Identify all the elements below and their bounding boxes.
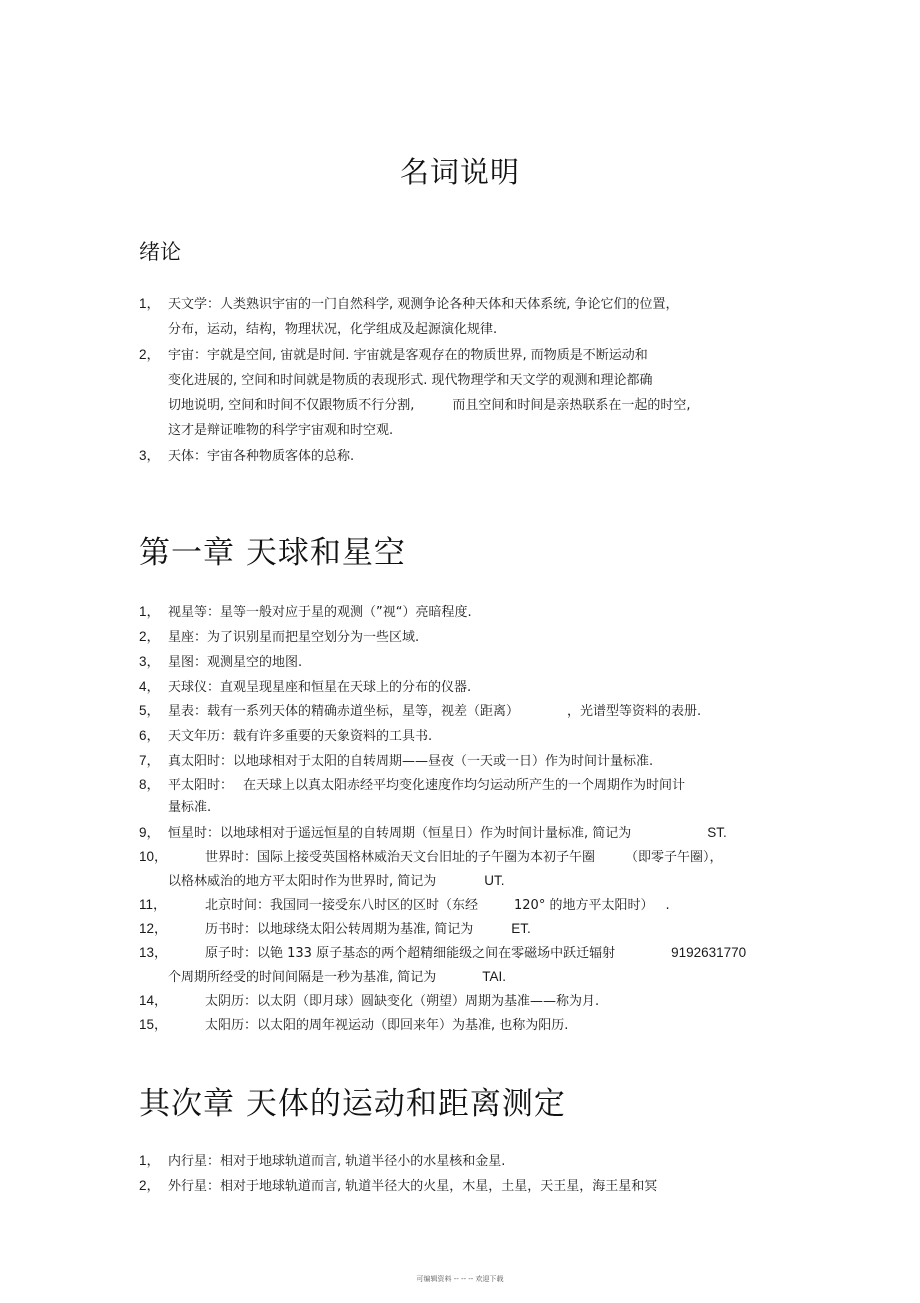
list-item: [139, 897, 670, 914]
item-text: 恒星时：以地球相对于遥远恒星的自转周期（恒星日）作为时间计量标准, 简记为: [168, 826, 632, 841]
item-text: 天球仪：直观呈现星座和恒星在天球上的分布的仪器.: [168, 680, 472, 695]
list-item: [139, 753, 653, 770]
item-text: 以格林威治的地方平太阳时作为世界时, 简记为: [168, 874, 437, 889]
item-number: 7，: [139, 753, 161, 768]
item-continuation: 量标准.: [168, 800, 212, 815]
item-number: 13，: [139, 945, 168, 960]
page-title: 名词说明: [399, 155, 520, 189]
item-text: 天体：宇宙各种物质客体的总称.: [168, 449, 355, 464]
item-text: .: [665, 898, 670, 913]
item-text: 视星等：星等一般对应于星的观测（”视“）亮暗程度.: [168, 605, 472, 620]
item-number: 1，: [139, 604, 161, 619]
list-item: [139, 448, 354, 465]
item-number: 9，: [139, 825, 161, 840]
list-item: [139, 604, 472, 621]
list-item: [139, 703, 701, 720]
item-text: 北京时间：我国同一接受东八时区的区时（东经: [205, 898, 479, 913]
abbr-tai: TAI.: [482, 969, 507, 984]
list-item: [139, 679, 471, 696]
page-footer: 可编辑资料 -- -- -- 欢迎下载: [416, 1275, 504, 1283]
chapter-heading-2: 其次章 天体的运动和距离测定: [139, 1086, 566, 1122]
item-text: 120° 的地方平太阳时）: [514, 898, 654, 913]
item-text: （即零子午圈），: [625, 850, 723, 865]
item-text: 而且空间和时间是亲热联系在一起的时空,: [452, 398, 691, 413]
item-continuation: [168, 398, 691, 414]
item-number: 12，: [139, 921, 168, 936]
abbr-et: ET.: [511, 921, 531, 936]
item-text: 星表：载有一系列天体的精确赤道坐标，星等，视差（距离）: [168, 704, 520, 719]
list-item: [139, 654, 302, 671]
list-item: [139, 825, 727, 842]
list-item: [139, 945, 746, 962]
item-continuation: 这才是辩证唯物的科学宇宙观和时空观.: [168, 423, 394, 438]
list-item: [139, 1178, 657, 1195]
abbr-ut: UT.: [484, 873, 505, 888]
list-item: [139, 921, 531, 938]
item-number: 15，: [139, 1017, 168, 1032]
list-item: [139, 1017, 568, 1034]
list-item: [139, 728, 432, 745]
chapter-heading-1: 第一章 天球和星空: [139, 535, 406, 571]
item-number: 11，: [139, 897, 167, 912]
item-number: 4，: [139, 679, 161, 694]
item-text: 星图：观测星空的地图.: [168, 655, 303, 670]
item-continuation: 分布，运动，结构，物理状况，化学组成及起源演化规律.: [168, 322, 498, 337]
section-heading-intro: 绪论: [139, 240, 181, 264]
list-item: [139, 849, 723, 866]
list-item: [139, 993, 599, 1010]
item-number: 3，: [139, 654, 161, 669]
item-continuation: 变化进展的, 空间和时间就是物质的表现形式. 现代物理学和天文学的观测和理论都确: [168, 373, 653, 388]
list-item: [139, 296, 679, 313]
item-text: 世界时：国际上接受英国格林威治天文台旧址的子午圈为本初子午圈: [205, 850, 596, 865]
item-number: 14，: [139, 993, 168, 1008]
item-text: 平太阳时：: [168, 778, 234, 793]
item-text: 切地说明, 空间和时间不仅跟物质不行分割,: [168, 398, 415, 413]
item-text: 在天球上以真太阳赤经平均变化速度作均匀运动所产生的一个周期作为时间计: [243, 778, 686, 793]
item-text: 天文学：人类熟识宇宙的一门自然科学, 观测争论各种天体和天体系统, 争论它们的位置，: [168, 297, 679, 312]
item-number: 10，: [139, 849, 168, 864]
item-text: 个周期所经受的时间间隔是一秒为基准, 简记为: [168, 970, 437, 985]
item-text: 外行星：相对于地球轨道而言, 轨道半径大的火星，木星，土星，天王星，海王星和冥: [168, 1179, 658, 1194]
item-text: 原子时：以铯 133 原子基态的两个超精细能级之间在零磁场中跃迁辐射: [205, 946, 616, 961]
cycle-count: 9192631770: [671, 945, 747, 960]
item-text: ，光谱型等资料的表册.: [567, 704, 702, 719]
item-number: 5，: [139, 703, 161, 718]
item-text: 天文年历：载有许多重要的天象资料的工具书.: [168, 729, 433, 744]
item-number: 1，: [139, 1153, 161, 1168]
item-number: 3，: [139, 448, 161, 463]
item-text: 太阴历：以太阴（即月球）圆缺变化（朔望）周期为基准——称为月.: [205, 994, 600, 1009]
item-continuation: [168, 873, 505, 890]
item-number: 8，: [139, 777, 161, 792]
abbr-st: ST.: [707, 825, 727, 840]
item-text: 星座：为了识别星而把星空划分为一些区域.: [168, 630, 420, 645]
item-text: 真太阳时：以地球相对于太阳的自转周期——昼夜（一天或一日）作为时间计量标准.: [168, 754, 654, 769]
item-text: 宇宙：宇就是空间, 宙就是时间. 宇宙就是客观存在的物质世界, 而物质是不断运动和: [168, 348, 648, 363]
list-item: [139, 629, 419, 646]
item-number: 2，: [139, 629, 161, 644]
list-item: [139, 347, 648, 364]
item-continuation: [168, 969, 506, 986]
item-number: 6，: [139, 728, 161, 743]
item-text: 历书时：以地球绕太阳公转周期为基准, 简记为: [205, 922, 474, 937]
list-item: [139, 777, 685, 794]
item-text: 太阳历：以太阳的周年视运动（即回来年）为基准, 也称为阳历.: [205, 1018, 569, 1033]
list-item: [139, 1153, 505, 1170]
item-number: 2，: [139, 347, 161, 362]
item-number: 2，: [139, 1178, 161, 1193]
item-number: 1，: [139, 296, 161, 311]
item-text: 内行星：相对于地球轨道而言, 轨道半径小的水星核和金星.: [168, 1154, 506, 1169]
